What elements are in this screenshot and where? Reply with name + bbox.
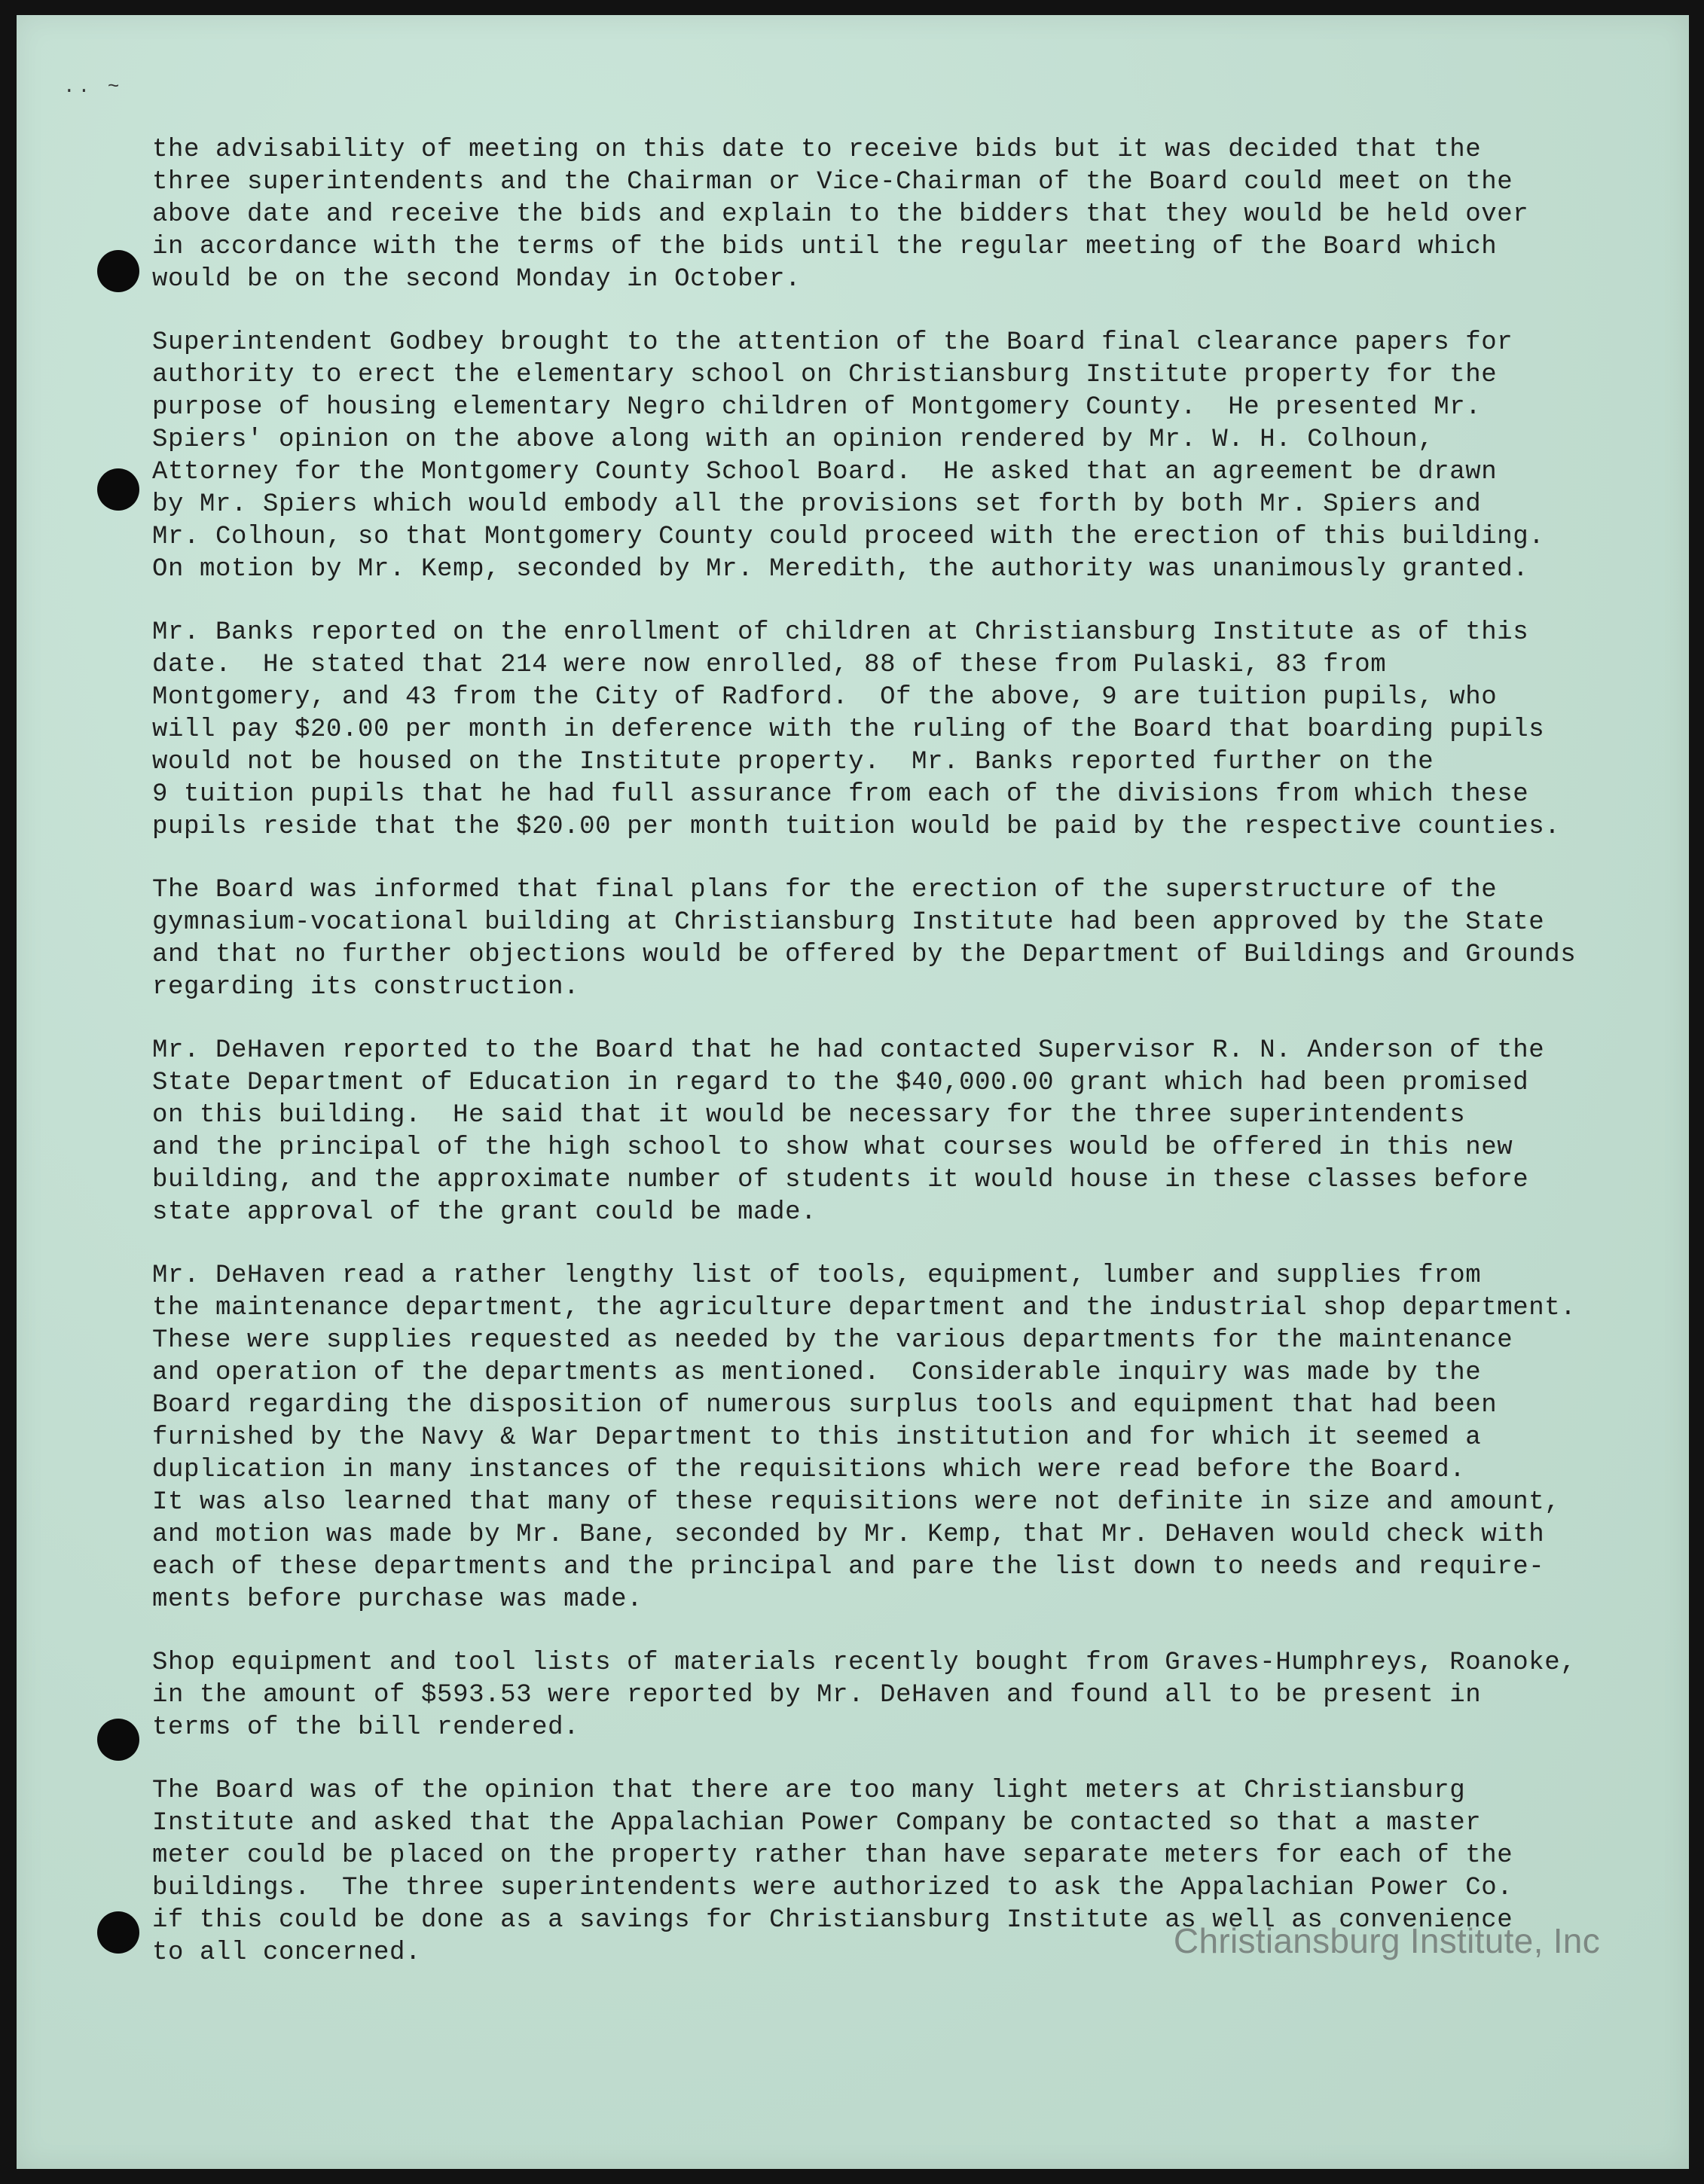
punch-hole xyxy=(97,250,139,292)
text-line: The Board was of the opinion that there are too many light meters at Christiansburg xyxy=(152,1777,1466,1805)
text-line: three superintendents and the Chairman or Vice-Chairman of the Board could meet on the xyxy=(152,168,1513,197)
text-line: if this could be done as a savings for Christiansburg Institute as well as convenience xyxy=(152,1906,1513,1935)
punch-hole xyxy=(97,1719,139,1761)
text-line: would be on the second Monday in October. xyxy=(152,265,802,294)
text-line: the maintenance department, the agriculture department and the industrial shop department. xyxy=(152,1294,1577,1322)
text-line: Attorney for the Montgomery County School Board. He asked that an agreement be drawn xyxy=(152,458,1498,487)
text-line: will pay $20.00 per month in deference with the ruling of the Board that boarding pupils xyxy=(152,715,1545,744)
punch-hole xyxy=(97,1911,139,1954)
text-line: in the amount of $593.53 were reported by Mr. DeHaven and found all to be present in xyxy=(152,1681,1482,1710)
text-line: and that no further objections would be offered by the Department of Buildings and Grounds xyxy=(152,941,1577,969)
paragraph xyxy=(152,1260,1681,1616)
text-line: Spiers' opinion on the above along with an opinion rendered by Mr. W. H. Colhoun, xyxy=(152,426,1434,454)
text-line: Mr. Banks reported on the enrollment of children at Christiansburg Institute as of this xyxy=(152,618,1529,647)
text-line: These were supplies requested as needed by the various departments for the maintenance xyxy=(152,1326,1513,1355)
text-line: buildings. The three superintendents were authorized to ask the Appalachian Power Co. xyxy=(152,1874,1513,1902)
text-line: furnished by the Navy & War Department to this institution and for which it seemed a xyxy=(152,1423,1482,1452)
text-line: to all concerned. xyxy=(152,1938,422,1967)
text-line: the advisability of meeting on this date to receive bids but it was decided that the xyxy=(152,136,1482,164)
text-line: Mr. Colhoun, so that Montgomery County could proceed with the erection of this building. xyxy=(152,523,1545,551)
text-line: building, and the approximate number of students it would house in these classes before xyxy=(152,1166,1529,1194)
paragraph xyxy=(152,617,1681,843)
text-line: meter could be placed on the property rather than have separate meters for each of the xyxy=(152,1841,1513,1870)
paragraph xyxy=(152,1647,1681,1744)
text-line: terms of the bill rendered. xyxy=(152,1713,580,1742)
text-line: state approval of the grant could be made. xyxy=(152,1198,817,1227)
paragraph xyxy=(152,874,1681,1004)
text-line: each of these departments and the principal and pare the list down to needs and require- xyxy=(152,1553,1545,1582)
text-line: purpose of housing elementary Negro children of Montgomery County. He presented Mr. xyxy=(152,393,1482,422)
document-body xyxy=(152,134,1681,2000)
text-line: On motion by Mr. Kemp, seconded by Mr. Meredith, the authority was unanimously granted. xyxy=(152,555,1529,584)
text-line: Mr. DeHaven reported to the Board that he had contacted Supervisor R. N. Anderson of the xyxy=(152,1036,1545,1065)
paragraph xyxy=(152,1035,1681,1229)
text-line: above date and receive the bids and explain to the bidders that they would be held over xyxy=(152,200,1529,229)
text-line: It was also learned that many of these requisitions were not definite in size and amount, xyxy=(152,1488,1561,1517)
text-line: and the principal of the high school to show what courses would be offered in this new xyxy=(152,1133,1513,1162)
text-line: Superintendent Godbey brought to the attention of the Board final clearance papers for xyxy=(152,328,1513,357)
watermark: Christiansburg Institute, Inc xyxy=(1173,1921,1600,1960)
text-line: on this building. He said that it would be necessary for the three superintendents xyxy=(152,1101,1466,1130)
paragraph xyxy=(152,134,1681,296)
text-line: and motion was made by Mr. Bane, seconded by Mr. Kemp, that Mr. DeHaven would check with xyxy=(152,1521,1545,1549)
text-line: ments before purchase was made. xyxy=(152,1585,643,1614)
text-line: duplication in many instances of the requisitions which were read before the Board. xyxy=(152,1456,1466,1484)
text-line: Mr. DeHaven read a rather lengthy list of tools, equipment, lumber and supplies from xyxy=(152,1261,1482,1290)
text-line: in accordance with the terms of the bids until the regular meeting of the Board which xyxy=(152,233,1498,261)
margin-mark: .. ~ xyxy=(63,75,123,98)
text-line: date. He stated that 214 were now enrolled, 88 of these from Pulaski, 83 from xyxy=(152,651,1387,679)
text-line: pupils reside that the $20.00 per month tuition would be paid by the respective counties. xyxy=(152,813,1561,841)
text-line: State Department of Education in regard to the $40,000.00 grant which had been promised xyxy=(152,1069,1529,1097)
text-line: authority to erect the elementary school on Christiansburg Institute property for the xyxy=(152,361,1498,389)
punch-hole xyxy=(97,468,139,511)
text-line: gymnasium-vocational building at Christiansburg Institute had been approved by the State xyxy=(152,908,1545,937)
text-line: 9 tuition pupils that he had full assurance from each of the divisions from which these xyxy=(152,780,1529,809)
paragraph xyxy=(152,327,1681,586)
text-line: regarding its construction. xyxy=(152,973,580,1002)
text-line: by Mr. Spiers which would embody all the provisions set forth by both Mr. Spiers and xyxy=(152,490,1482,519)
text-line: The Board was informed that final plans for the erection of the superstructure of the xyxy=(152,876,1498,904)
text-line: and operation of the departments as mentioned. Considerable inquiry was made by the xyxy=(152,1359,1482,1387)
text-line: Board regarding the disposition of numerous surplus tools and equipment that had been xyxy=(152,1391,1498,1420)
text-line: Institute and asked that the Appalachian Power Company be contacted so that a master xyxy=(152,1809,1482,1838)
text-line: Montgomery, and 43 from the City of Radford. Of the above, 9 are tuition pupils, who xyxy=(152,683,1498,712)
text-line: Shop equipment and tool lists of materials recently bought from Graves-Humphreys, Roanoke, xyxy=(152,1649,1577,1677)
document-page xyxy=(17,15,1689,2169)
text-line: would not be housed on the Institute property. Mr. Banks reported further on the xyxy=(152,748,1434,776)
